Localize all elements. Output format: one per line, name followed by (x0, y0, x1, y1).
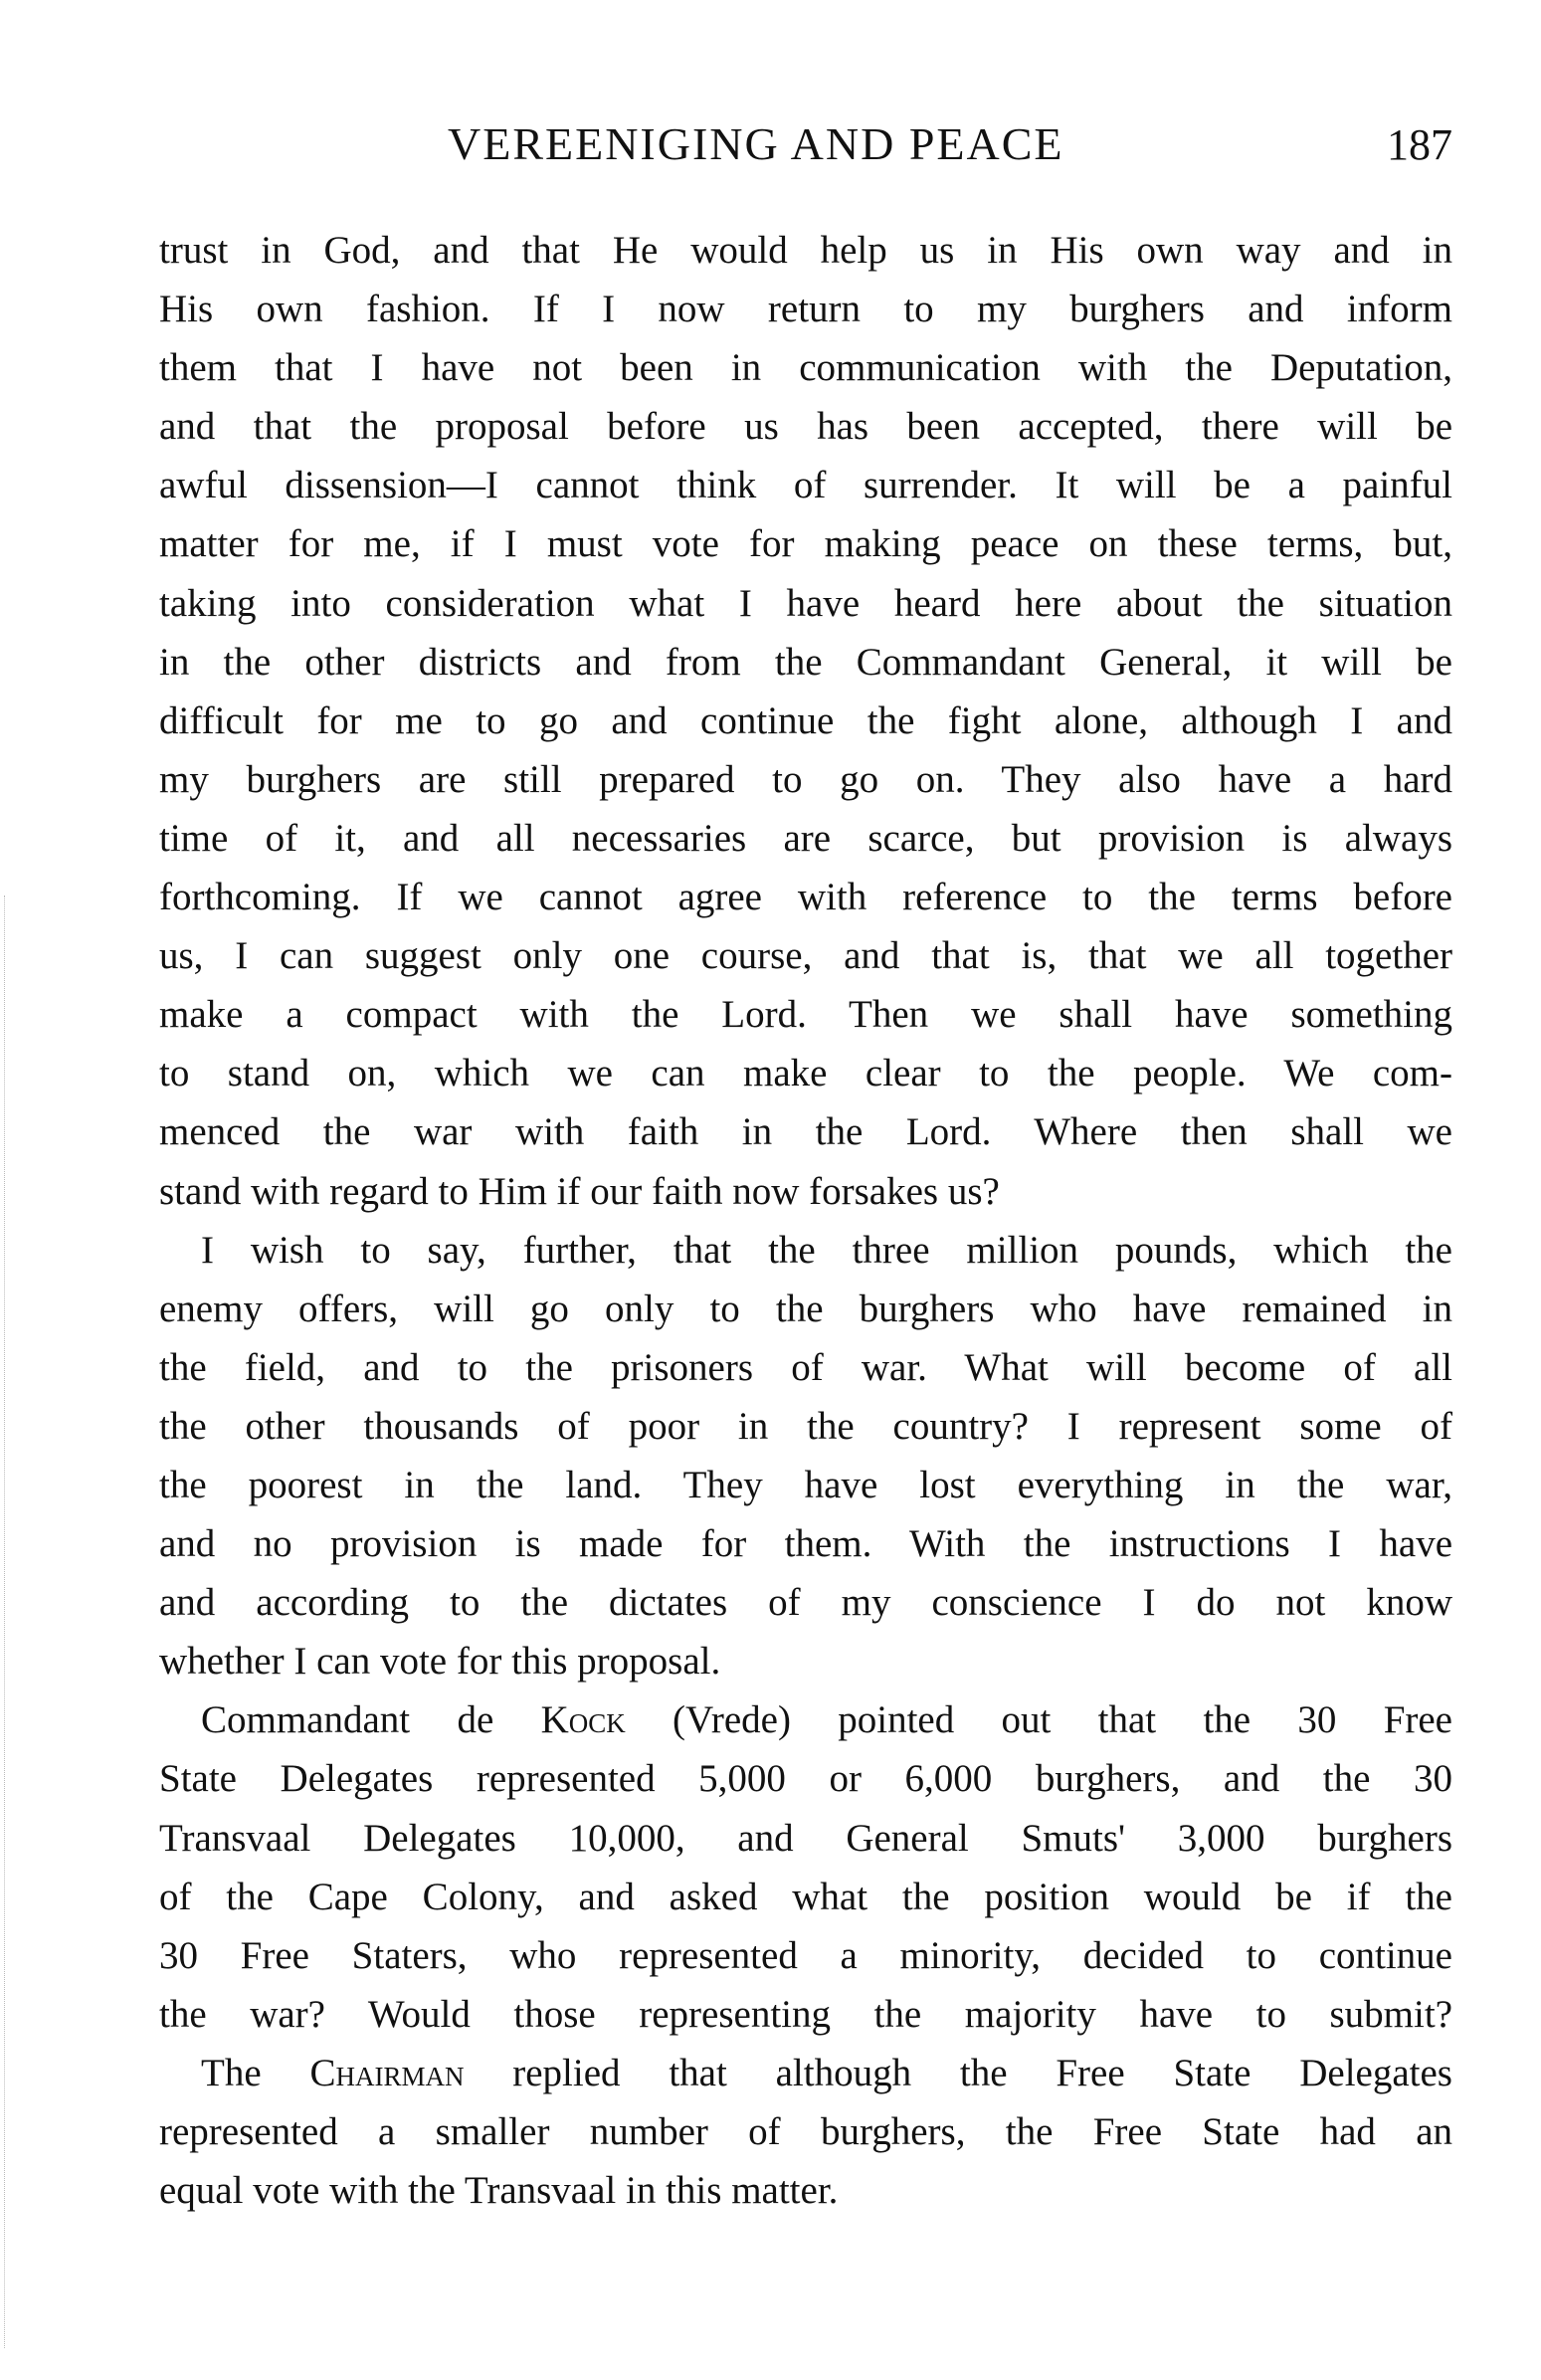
text-line: whether I can vote for this proposal. (159, 1640, 721, 1684)
text-line: taking into consideration what I have heard here about the situation (159, 581, 1452, 625)
page-header (159, 117, 1452, 177)
text-line: difficult for me to go and continue the fight alone, although I and (159, 698, 1452, 742)
text-line: equal vote with the Transvaal in this matter. (159, 2169, 839, 2213)
page-edge-shadow (4, 895, 7, 2348)
speaker-name-chairman: Chairman (309, 2051, 465, 2094)
text-line: Transvaal Delegates 10,000, and General Smuts' 3,000 burghers (159, 1816, 1452, 1860)
text-line: us, I can suggest only one course, and that is, that we all together (159, 934, 1452, 978)
text-line: forthcoming. If we cannot agree with reference to the terms before (159, 876, 1452, 919)
text-line-kock (159, 1690, 1452, 1749)
running-head: VEREENIGING AND PEACE (448, 118, 1064, 169)
text-line: in the other districts and from the Commandant General, it will be (159, 640, 1452, 684)
text-run: The (201, 2051, 310, 2094)
text-line: the poorest in the land. They have lost everything in the war, (159, 1463, 1452, 1506)
text-line: and no provision is made for them. With the instructions I have (159, 1522, 1452, 1566)
text-line: the field, and to the prisoners of war. What will become of all (159, 1345, 1452, 1389)
text-line-chairman (159, 2044, 1452, 2102)
text-line: make a compact with the Lord. Then we shall have something (159, 993, 1452, 1037)
text-line: I wish to say, further, that the three million pounds, which the (201, 1228, 1452, 1272)
text-line: and that the proposal before us has been accepted, there will be (159, 405, 1452, 449)
text-line: State Delegates represented 5,000 or 6,000 burghers, and the 30 (159, 1757, 1452, 1801)
text-line: stand with regard to Him if our faith now forsakes us? (159, 1169, 1000, 1213)
text-line: 30 Free Staters, who represented a minority, decided to continue (159, 1933, 1452, 1977)
body-text (159, 221, 1452, 2220)
page-number: 187 (1387, 120, 1452, 169)
speaker-name-kock: Kock (540, 1698, 626, 1742)
text-line: the other thousands of poor in the country? I represent some of (159, 1404, 1452, 1448)
text-line: trust in God, and that He would help us in His own way and in (159, 229, 1452, 272)
text-line: matter for me, if I must vote for making peace on these terms, but, (159, 522, 1452, 566)
text-run: (Vrede) pointed out that the 30 Free (625, 1698, 1452, 1742)
text-line: and according to the dictates of my conscience I do not know (159, 1581, 1452, 1625)
text-line: menced the war with faith in the Lord. Where then shall we (159, 1110, 1452, 1154)
text-line: the war? Would those representing the majority have to submit? (159, 1992, 1452, 2036)
text-line: represented a smaller number of burghers, the Free State had an (159, 2110, 1452, 2153)
text-run: replied that although the Free State Delegates (464, 2051, 1452, 2094)
text-line: His own fashion. If I now return to my burghers and inform (159, 288, 1452, 331)
text-line: my burghers are still prepared to go on. They also have a hard (159, 757, 1452, 801)
text-run: Commandant de (201, 1698, 541, 1742)
text-line: of the Cape Colony, and asked what the position would be if the (159, 1875, 1452, 1918)
text-line: to stand on, which we can make clear to the people. We com- (159, 1052, 1452, 1095)
text-line: them that I have not been in communication with the Deputation, (159, 346, 1452, 390)
text-line: time of it, and all necessaries are scarce, but provision is always (159, 816, 1452, 860)
text-line: enemy offers, will go only to the burghers who have remained in (159, 1287, 1452, 1330)
text-line: awful dissension—I cannot think of surrender. It will be a painful (159, 464, 1452, 507)
